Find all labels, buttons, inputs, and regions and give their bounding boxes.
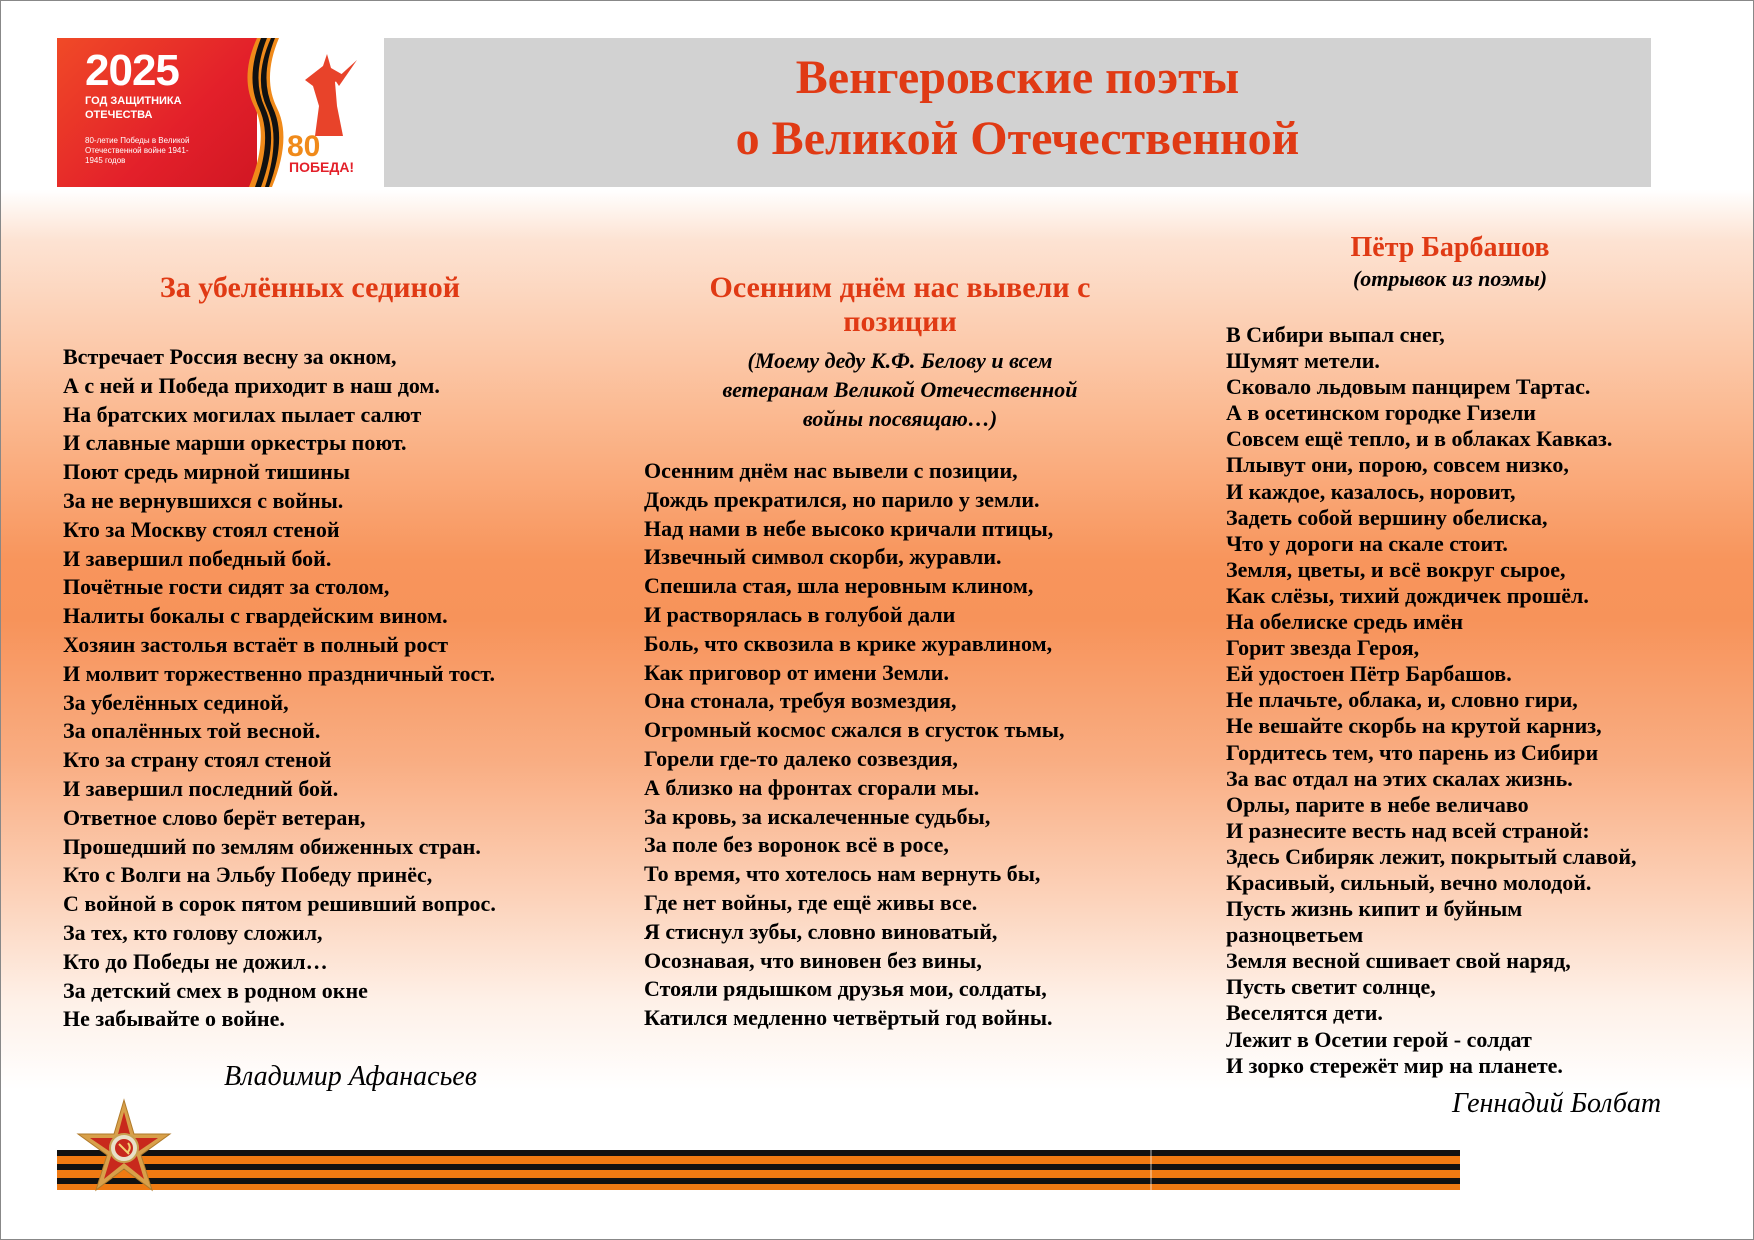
poem-line: То время, что хотелось нам вернуть бы, bbox=[644, 861, 1041, 887]
poem-line: Налиты бокалы с гвардейским вином. bbox=[63, 603, 448, 629]
logo-year: 2025 bbox=[85, 46, 179, 95]
poem-line: За опалённых той весной. bbox=[63, 718, 321, 744]
poem-line: Что у дороги на скале стоит. bbox=[1226, 530, 1508, 556]
poem-line: Кто за страну стоял стеной bbox=[63, 747, 332, 773]
poem-line: За убелённых сединой, bbox=[63, 689, 289, 715]
poem-line: За не вернувшихся с войны. bbox=[63, 487, 344, 513]
poem-line: Встречает Россия весну за окном, bbox=[63, 344, 397, 369]
poem2-text bbox=[644, 457, 1064, 1033]
poem3-subtitle: (отрывок из поэмы) bbox=[1352, 266, 1548, 291]
poem-line: Веселятся дети. bbox=[1226, 1000, 1383, 1026]
poem-line: На обелиске средь имён bbox=[1226, 609, 1464, 635]
poem-line: Извечный символ скорби, журавли. bbox=[644, 544, 1002, 570]
poem-line: Сковало льдовым панцирем Тартас. bbox=[1226, 374, 1591, 400]
poem-line: Как приговор от имени Земли. bbox=[644, 659, 949, 685]
poem-line: Пусть жизнь кипит и буйным bbox=[1226, 896, 1523, 922]
poem-line: Спешила стая, шла неровным клином, bbox=[644, 573, 1034, 599]
poem-line: Не плачьте, облака, и, словно гири, bbox=[1226, 687, 1578, 713]
poem-line: И зорко стережёт мир на планете. bbox=[1226, 1052, 1563, 1078]
poem-line: Задеть собой вершину обелиска, bbox=[1226, 504, 1548, 530]
poem-line: Кто с Волги на Эльбу Победу принёс, bbox=[63, 862, 433, 888]
poem-line: Осенним днём нас вывели с позиции, bbox=[644, 458, 1018, 483]
logo-caption-line2: ОТЕЧЕСТВА bbox=[85, 109, 153, 121]
poem-line: Земля весной сшивает свой наряд, bbox=[1226, 948, 1571, 974]
emblem-text: ПОБЕДА! bbox=[289, 159, 355, 175]
poem-line: И славные марши оркестры поют. bbox=[63, 430, 407, 456]
poem-line: Прошедший по землям обиженных стран. bbox=[63, 833, 481, 859]
poem2-dedication-line3: войны посвящаю…) bbox=[802, 406, 998, 431]
poem-line: Огромный космос сжался в сгусток тьмы, bbox=[644, 717, 1065, 743]
poem-line: Поют средь мирной тишины bbox=[63, 459, 351, 485]
poem-line: Плывут они, порою, совсем низко, bbox=[1226, 452, 1569, 478]
poem2-dedication bbox=[640, 346, 1160, 433]
poem-line: А близко на фронтах сгорали мы. bbox=[644, 774, 980, 800]
page-title-line1: Венгеровские поэты bbox=[795, 51, 1240, 104]
poem-line: На братских могилах пылает салют bbox=[63, 401, 422, 427]
poem-line: Дождь прекратился, но парило у земли. bbox=[644, 486, 1040, 512]
victory-80-emblem bbox=[275, 46, 375, 181]
poem-line: Не забывайте о войне. bbox=[63, 1006, 285, 1032]
logo-caption bbox=[85, 94, 182, 122]
poem1-title: За убелённых сединой bbox=[159, 271, 461, 304]
poem2-dedication-line1: (Моему деду К.Ф. Белову и всем bbox=[747, 348, 1053, 373]
poem-line: За вас отдал на этих скалах жизнь. bbox=[1226, 765, 1573, 791]
emblem-number: 80 bbox=[287, 130, 321, 163]
poem-line: разноцветьем bbox=[1226, 922, 1364, 948]
poem-line: Горит звезда Героя, bbox=[1226, 635, 1420, 661]
poem-line: Пусть светит солнце, bbox=[1226, 974, 1436, 1000]
logo-caption-line1: ГОД ЗАЩИТНИКА bbox=[85, 95, 182, 107]
poem-line: Как слёзы, тихий дождичек прошёл. bbox=[1226, 582, 1589, 608]
poem-line: За детский смех в родном окне bbox=[63, 977, 368, 1003]
poem-line: За кровь, за искалеченные судьбы, bbox=[644, 803, 991, 829]
poem-line: Стояли рядышком друзья мои, солдаты, bbox=[644, 976, 1047, 1002]
page-title-line2: о Великой Отечественной bbox=[735, 112, 1300, 165]
poem-line: Я стиснул зубы, словно виноватый, bbox=[644, 918, 998, 944]
poem-line: Не вешайте скорбь на крутой карниз, bbox=[1226, 713, 1602, 739]
poem-line: С войной в сорок пятом решивший вопрос. bbox=[63, 891, 496, 917]
poem-line: Кто за Москву стоял стеной bbox=[63, 516, 340, 542]
poem-line: А в осетинском городке Гизели bbox=[1226, 400, 1536, 426]
poem-line: Лежит в Осетии герой - солдат bbox=[1226, 1026, 1532, 1052]
poem1-text bbox=[63, 343, 496, 1034]
poem-line: Красивый, сильный, вечно молодой. bbox=[1226, 869, 1592, 895]
poem-line: Орлы, парите в небе величаво bbox=[1226, 791, 1529, 817]
poem2-title bbox=[640, 271, 1160, 339]
poem-line: За тех, кто голову сложил, bbox=[63, 919, 323, 945]
poem-line: Ответное слово берёт ветеран, bbox=[63, 804, 366, 830]
poem-line: Горели где-то далеко созвездия, bbox=[644, 745, 958, 771]
poem-line: И завершил последний бой. bbox=[63, 775, 339, 801]
poem2-title-line2: позиции bbox=[843, 305, 957, 338]
poem-line: И молвит торжественно праздничный тост. bbox=[63, 660, 495, 686]
poem3-author: Геннадий Болбат bbox=[1452, 1088, 1662, 1119]
poem1-author: Владимир Афанасьев bbox=[224, 1061, 477, 1092]
poem-line: А с ней и Победа приходит в наш дом. bbox=[63, 372, 440, 398]
order-patriotic-war-star-icon bbox=[72, 1098, 176, 1202]
poem-line: Здесь Сибиряк лежит, покрытый славой, bbox=[1226, 843, 1637, 869]
poem-line: И каждое, казалось, норовит, bbox=[1226, 478, 1516, 504]
poem3-title: Пётр Барбашов bbox=[1350, 232, 1550, 263]
poem-line: Хозяин застолья встаёт в полный рост bbox=[63, 631, 449, 657]
poem-line: Гордитесь тем, что парень из Сибири bbox=[1226, 739, 1599, 765]
poem-line: Почётные гости сидят за столом, bbox=[63, 574, 390, 600]
poem-line: Боль, что сквозила в крике журавлином, bbox=[644, 630, 1053, 656]
poem-line: Земля, цветы, и всё вокруг сырое, bbox=[1226, 556, 1566, 582]
poem-line: Где нет войны, где ещё живы все. bbox=[644, 889, 978, 915]
poem2-dedication-line2: ветеранам Великой Отечественной bbox=[722, 377, 1078, 402]
header-title-panel bbox=[384, 38, 1651, 187]
poem-line: Над нами в небе высоко кричали птицы, bbox=[644, 515, 1054, 541]
poem-line: Совсем ещё тепло, и в облаках Кавказ. bbox=[1226, 426, 1613, 452]
poem-line: И завершил победный бой. bbox=[63, 545, 332, 571]
poem-line: За поле без воронок всё в росе, bbox=[644, 832, 949, 858]
poem-line: Осознавая, что виновен без вины, bbox=[644, 947, 982, 973]
poem-line: Она стонала, требуя возмездия, bbox=[644, 688, 957, 714]
poem-line: Катился медленно четвёртый год войны. bbox=[644, 1005, 1053, 1031]
poem-line: Кто до Победы не дожил… bbox=[63, 948, 328, 974]
ribbon-fold bbox=[1150, 1150, 1152, 1190]
poem3-text bbox=[1226, 322, 1637, 1079]
poem-line: И разнесите весть над всей страной: bbox=[1226, 817, 1590, 843]
poem-line: В Сибири выпал снег, bbox=[1226, 322, 1445, 347]
poem-line: Ей удостоен Пётр Барбашов. bbox=[1226, 661, 1512, 687]
poem-line: И растворялась в голубой дали bbox=[644, 601, 956, 627]
footer-st-george-ribbon bbox=[57, 1150, 1460, 1190]
logo-small-text: 80-летие Победы в Великой Отечественной войне 1941-1945 годов bbox=[85, 136, 190, 165]
poem2-title-line1: Осенним днём нас вывели с bbox=[709, 271, 1091, 304]
poem-line: Шумят метели. bbox=[1226, 348, 1380, 374]
logo-panel bbox=[57, 38, 384, 187]
